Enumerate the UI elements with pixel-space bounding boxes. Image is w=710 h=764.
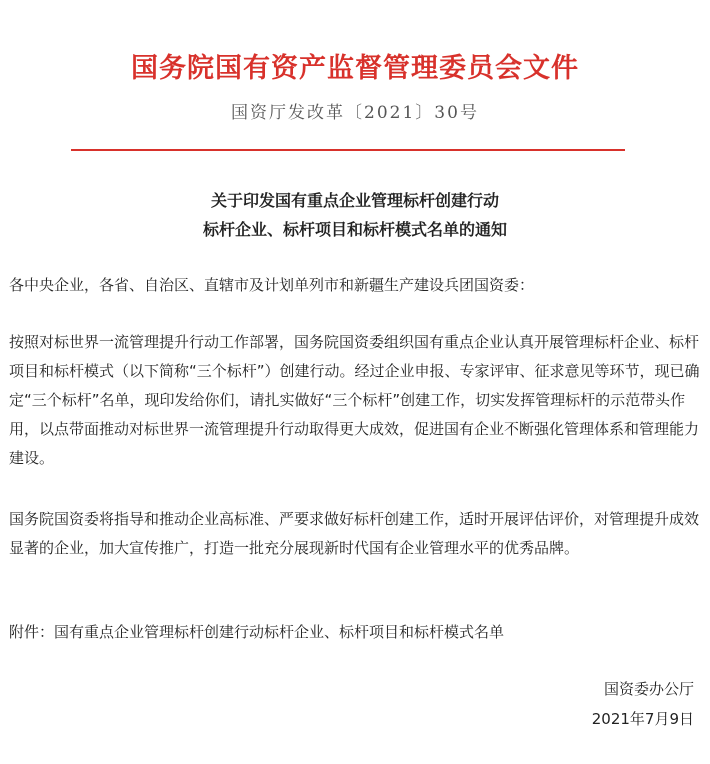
recipients-greeting: 各中央企业，各省、自治区、直辖市及计划单列市和新疆生产建设兵团国资委： [9,276,535,294]
body-paragraph-2: 国务院国资委将指导和推动企业高标准、严要求做好标杆创建工作，适时开展评估评价，对管理提升成效显著的企业，加大宣传推广，打造一批充分展现新时代国有企业管理水平的优秀品牌。 [9,510,700,557]
red-divider-line [71,149,625,151]
document-number: 国资厅发改革〔2021〕30号 [231,103,479,123]
issuing-agency-header: 国务院国有资产监督管理委员会文件 [131,53,579,84]
body-paragraph-1: 按照对标世界一流管理提升行动工作部署，国务院国资委组织国有重点企业认真开展管理标杆企业、标杆项目和标杆模式（以下简称“三个标杆”）创建行动。经过企业申报、专家评审、征求意见等环节，现已确定“三个标杆”名单，现印发给你们，请扎实做好“三个标杆”创建工作，切实发挥管理标杆的示范带头作用，以点带面推动对标世界一流管理提升行动取得更大成效，促进国有企业不断强化管理体系和管理能力建设。 [9,333,700,467]
signature-date: 2021年7月9日 [591,710,694,728]
notice-title-line-1: 关于印发国有重点企业管理标杆创建行动 [210,191,499,210]
notice-title-line-2: 标杆企业、标杆项目和标杆模式名单的通知 [202,220,507,239]
attachment-line: 附件：国有重点企业管理标杆创建行动标杆企业、标杆项目和标杆模式名单 [9,623,505,641]
signature-office: 国资委办公厅 [603,680,694,698]
